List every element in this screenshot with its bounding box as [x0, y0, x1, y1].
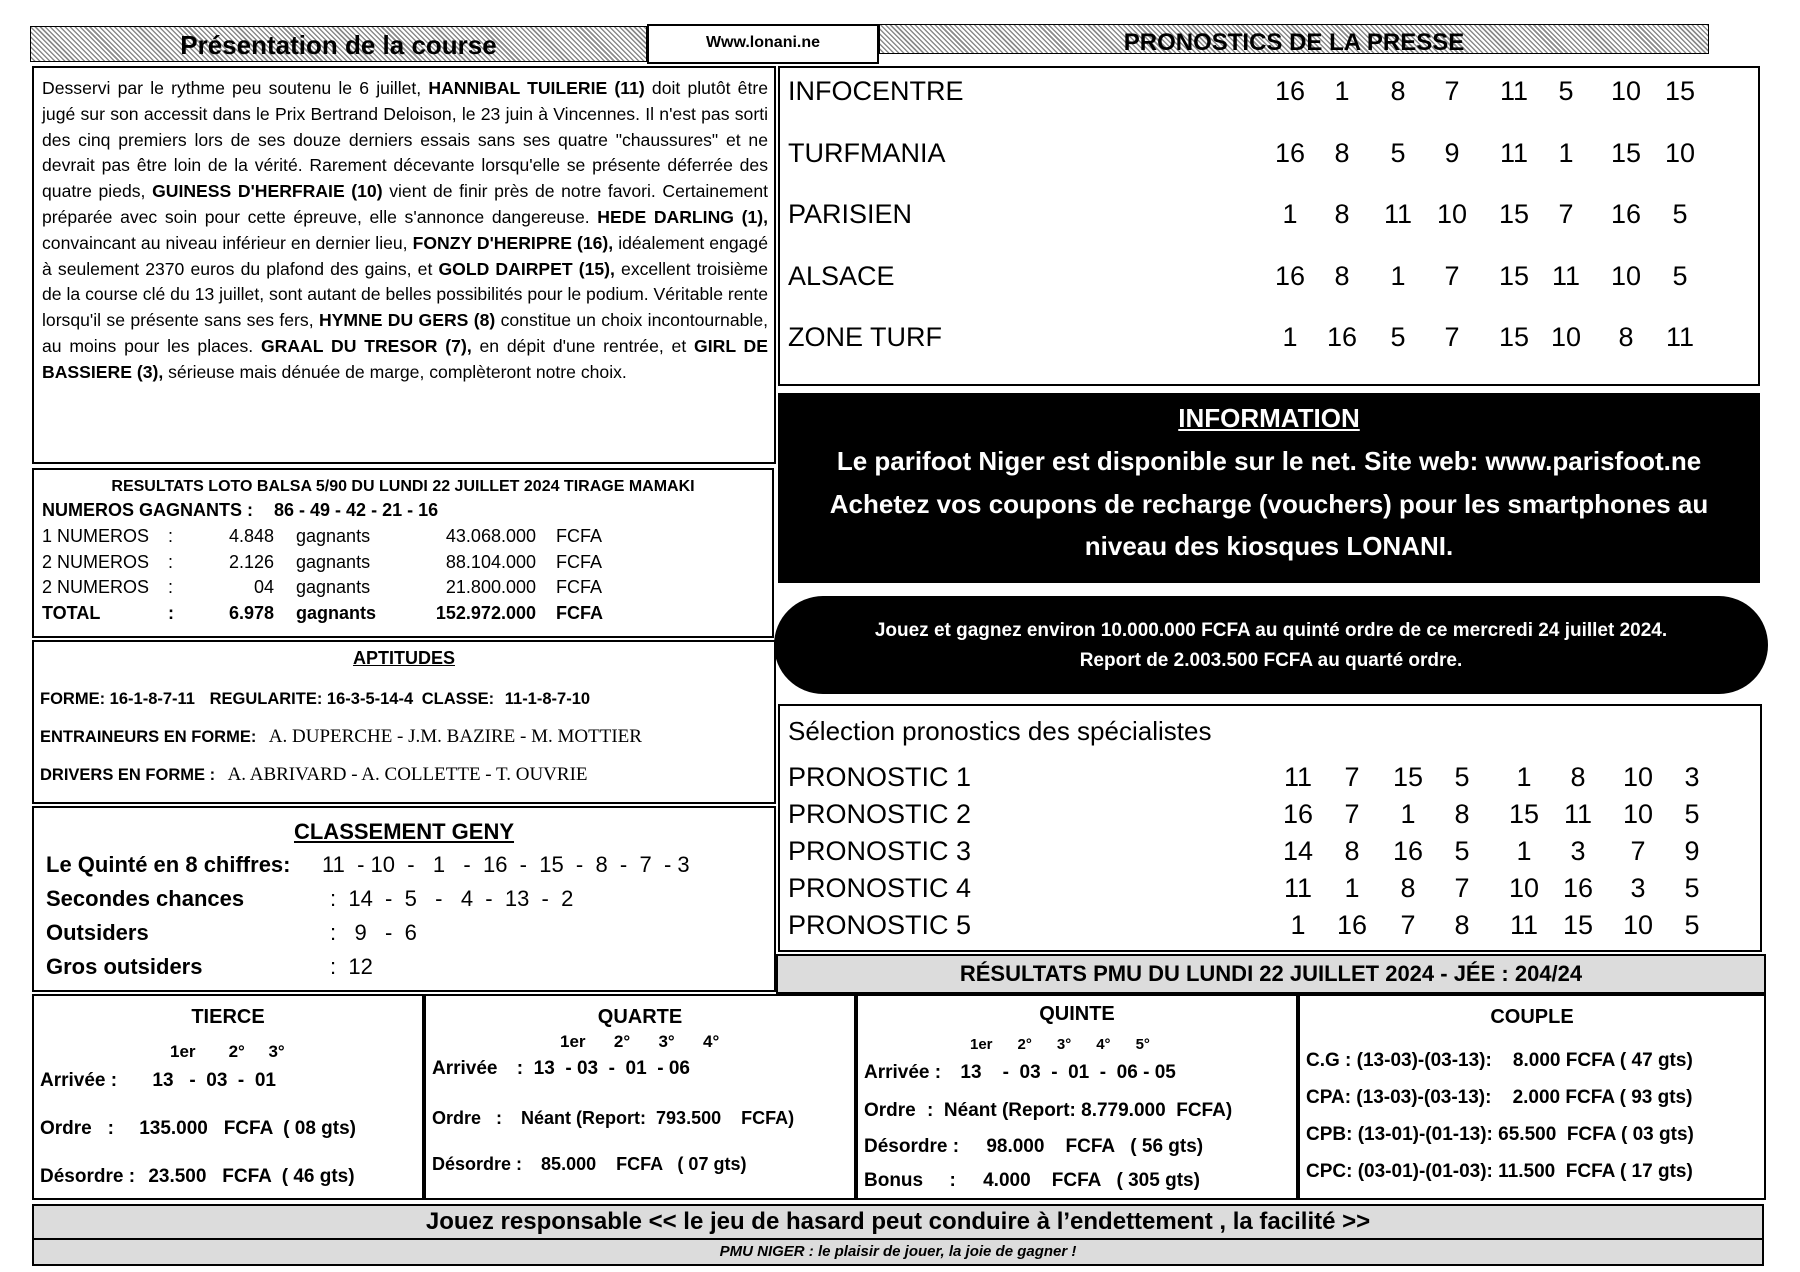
- specialist-number: 15: [1392, 762, 1424, 792]
- entraineurs-label: ENTRAINEURS EN FORME:: [40, 728, 257, 746]
- specialist-number: 16: [1392, 836, 1424, 866]
- quarte-title: QUARTE: [597, 1006, 683, 1028]
- press-number: 5: [1390, 137, 1406, 168]
- quinte-ordre-value: : Néant (Report: 8.779.000 FCFA): [927, 1100, 1233, 1121]
- loto-title: RESULTATS LOTO BALSA 5/90 DU LUNDI 22 JUILLET 2024 TIRAGE MAMAKI: [111, 478, 695, 495]
- presentation-title: Présentation de la course: [180, 30, 497, 60]
- geny-label: Gros outsiders: [46, 954, 203, 979]
- specialist-number: 10: [1622, 762, 1654, 792]
- couple-box: [1298, 994, 1766, 1200]
- press-number: 15: [1498, 260, 1530, 291]
- forme-value: 16-1-8-7-11: [109, 690, 195, 708]
- press-number: 8: [1390, 76, 1406, 106]
- specialist-number: 5: [1684, 799, 1700, 829]
- press-number: 7: [1444, 76, 1460, 106]
- specialist-row: [780, 834, 1760, 870]
- press-number: 15: [1498, 199, 1530, 229]
- jackpot-banner: [774, 596, 1768, 694]
- press-source: ALSACE: [788, 260, 895, 291]
- quinte-arrivee-value: 13 - 03 - 01 - 06 - 05: [960, 1062, 1176, 1083]
- tierce-box: [32, 994, 424, 1200]
- press-number: 1: [1334, 76, 1350, 106]
- loto-amount: 21.800.000: [445, 577, 536, 597]
- specialist-number: 3: [1684, 762, 1700, 792]
- presentation-paragraph: [42, 76, 768, 386]
- tierce-ordre-label: Ordre :: [40, 1118, 114, 1139]
- specialist-number: 8: [1400, 873, 1416, 903]
- information-title: INFORMATION: [1178, 403, 1360, 433]
- specialist-number: 11: [1509, 910, 1539, 940]
- specialist-number: 3: [1630, 873, 1646, 903]
- press-number: 1: [1558, 137, 1574, 168]
- aptitudes-forme-row: [40, 690, 590, 709]
- loto-currency: FCFA: [556, 602, 603, 623]
- press-source: ZONE TURF: [788, 322, 942, 352]
- specialist-number: 5: [1684, 910, 1700, 940]
- specialist-row: [780, 797, 1760, 833]
- loto-row: [34, 526, 772, 550]
- entraineurs-value: A. DUPERCHE - J.M. BAZIRE - M. MOTTIER: [268, 726, 642, 747]
- tierce-ordre-row: [40, 1118, 356, 1140]
- quarte-ordre-label: Ordre :: [432, 1108, 503, 1128]
- quarte-desordre-label: Désordre :: [432, 1154, 523, 1174]
- press-number: 15: [1664, 76, 1696, 106]
- press-number: 10: [1610, 76, 1642, 106]
- press-row: [780, 195, 1758, 235]
- loto-word: gagnants: [296, 526, 371, 546]
- press-number: 11: [1665, 322, 1695, 352]
- loto-count: 04: [253, 577, 274, 597]
- press-number: 10: [1436, 199, 1468, 229]
- loto-count: 2.126: [228, 551, 274, 572]
- tierce-desordre-row: [40, 1166, 355, 1188]
- loto-count: 4.848: [228, 526, 274, 546]
- regularite-value: 16-3-5-14-4: [326, 690, 414, 708]
- tierce-places: 1er 2° 3°: [170, 1042, 285, 1061]
- press-number: 11: [1551, 260, 1581, 291]
- specialist-number: 7: [1400, 910, 1416, 940]
- geny-value: : 14 - 5 - 4 - 13 - 2: [330, 886, 574, 911]
- horse-name: GIRL DE BASSIERE (3),: [42, 335, 768, 382]
- tierce-title: TIERCE: [191, 1006, 265, 1028]
- specialists-title: Sélection pronostics des spécialistes: [788, 716, 1212, 746]
- horse-name: HEDE DARLING (1),: [597, 206, 768, 227]
- specialists-box: [778, 704, 1762, 952]
- quinte-arrivee-label: Arrivée :: [864, 1062, 942, 1083]
- quinte-box: [856, 994, 1298, 1200]
- specialist-number: 11: [1563, 799, 1593, 829]
- specialist-number: 8: [1344, 836, 1360, 866]
- tierce-arrivee-row: [40, 1070, 276, 1092]
- jackpot-line1: Jouez et gagnez environ 10.000.000 FCFA au quinté ordre de ce mercredi 24 juillet 2024.: [874, 620, 1668, 641]
- press-number: 10: [1610, 260, 1642, 291]
- specialist-number: 15: [1562, 910, 1594, 940]
- quinte-arrivee-row: [864, 1062, 1176, 1084]
- horse-name: HANNIBAL TUILERIE (11): [428, 78, 645, 98]
- quarte-ordre-value: Néant (Report: 793.500 FCFA): [521, 1108, 795, 1128]
- horse-name: GOLD DAIRPET (15),: [438, 258, 615, 279]
- aptitudes-drivers-row: [40, 764, 588, 786]
- forme-label: FORME:: [40, 690, 106, 708]
- horse-name: FONZY D'HERIPRE (16),: [412, 232, 614, 253]
- press-row: [780, 72, 1758, 112]
- quinte-ordre-row: [864, 1100, 1232, 1122]
- geny-title: CLASSEMENT GENY: [293, 819, 515, 844]
- quarte-desordre-value: 85.000 FCFA ( 07 gts): [541, 1154, 747, 1174]
- press-row: [780, 257, 1758, 297]
- drivers-value: A. ABRIVARD - A. COLLETTE - T. OUVRIE: [227, 764, 588, 785]
- classe-value: 11-1-8-7-10: [504, 690, 591, 708]
- geny-value: 11 - 10 - 1 - 16 - 15 - 8 - 7 - 3: [322, 852, 690, 877]
- geny-value: : 12: [330, 954, 373, 979]
- quarte-desordre-row: [432, 1154, 746, 1175]
- tierce-arrivee-label: Arrivée :: [40, 1070, 118, 1091]
- press-number: 1: [1282, 322, 1298, 352]
- press-number: 7: [1444, 260, 1460, 291]
- loto-row: [34, 577, 772, 601]
- specialist-number: 10: [1508, 873, 1540, 903]
- press-number: 1: [1282, 199, 1298, 229]
- press-number: 11: [1499, 137, 1529, 168]
- specialist-number: 11: [1283, 762, 1313, 792]
- footer-line1: Jouez responsable << le jeu de hasard peut conduire à l’endettement , la facilité >>: [425, 1208, 1371, 1235]
- quinte-desordre-value: 98.000 FCFA ( 56 gts): [986, 1136, 1204, 1157]
- text-segment: excellent troisième de la course clé du 13 juillet, sont autant de belles possibilités pour le podium. Véritable rente lorsqu'il se présente sans ses fers,: [42, 258, 768, 331]
- loto-label: 2 NUMEROS: [42, 551, 150, 572]
- loto-word: gagnants: [296, 551, 371, 572]
- press-number: 11: [1499, 76, 1529, 106]
- loto-winning-numbers: 86 - 49 - 42 - 21 - 16: [274, 500, 439, 520]
- specialist-number: 10: [1622, 910, 1654, 940]
- specialist-label: PRONOSTIC 2: [788, 799, 972, 829]
- quarte-places: 1er 2° 3° 4°: [560, 1032, 720, 1051]
- press-number: 8: [1334, 137, 1350, 168]
- text-segment: sérieuse mais dénuée de marge, complèteront notre choix.: [163, 361, 627, 382]
- press-source: TURFMANIA: [788, 137, 946, 168]
- text-segment: idéalement engagé à seulement 2370 euros du plafond des gains, et: [42, 232, 768, 279]
- press-title: PRONOSTICS DE LA PRESSE: [1123, 29, 1465, 56]
- aptitudes-title: APTITUDES: [352, 648, 455, 668]
- drivers-label: DRIVERS EN FORME :: [40, 766, 216, 784]
- specialist-number: 1: [1516, 836, 1532, 866]
- couple-row: C.G : (13-03)-(03-13): 8.000 FCFA ( 47 gts): [1306, 1050, 1693, 1071]
- press-number: 9: [1444, 137, 1460, 168]
- loto-currency: FCFA: [556, 577, 603, 597]
- specialist-number: 7: [1344, 799, 1360, 829]
- press-number: 16: [1274, 137, 1306, 168]
- couple-row: CPA: (13-03)-(03-13): 2.000 FCFA ( 93 gts): [1306, 1087, 1693, 1108]
- loto-row: [34, 603, 772, 627]
- specialist-number: 7: [1454, 873, 1470, 903]
- presentation-text: [42, 76, 768, 386]
- footer-line2: PMU NIGER : le plaisir de jouer, la joie de gagner !: [719, 1243, 1077, 1260]
- aptitudes-entraineurs-row: [40, 726, 642, 748]
- specialist-number: 9: [1684, 836, 1700, 866]
- loto-amount: 152.972.000: [435, 602, 536, 623]
- loto-amount: 88.104.000: [445, 551, 536, 572]
- loto-winning: [42, 500, 438, 521]
- loto-currency: FCFA: [556, 526, 603, 546]
- press-number: 7: [1558, 199, 1574, 229]
- loto-winning-label: NUMEROS GAGNANTS :: [42, 500, 253, 520]
- tierce-ordre-value: 135.000 FCFA ( 08 gts): [139, 1118, 357, 1139]
- information-line1: Le parifoot Niger est disponible sur le net. Site web: www.parisfoot.ne: [836, 446, 1702, 476]
- footer-slogan: [32, 1240, 1764, 1266]
- loto-colon: :: [168, 526, 174, 546]
- horse-name: GRAAL DU TRESOR (7),: [260, 335, 472, 356]
- press-box: [778, 66, 1760, 386]
- specialist-number: 16: [1282, 799, 1314, 829]
- quinte-ordre-label: Ordre: [864, 1100, 916, 1121]
- regularite-label: REGULARITE:: [209, 690, 323, 708]
- specialist-number: 8: [1570, 762, 1586, 792]
- press-number: 10: [1550, 322, 1582, 352]
- geny-value: : 9 - 6: [330, 920, 417, 945]
- press-number: 7: [1444, 322, 1460, 352]
- jackpot-line2: Report de 2.003.500 FCFA au quarté ordre.: [1079, 650, 1463, 671]
- specialist-row: [780, 871, 1760, 907]
- geny-row: [34, 886, 774, 916]
- press-number: 15: [1498, 322, 1530, 352]
- tierce-desordre-label: Désordre :: [40, 1166, 136, 1187]
- loto-amount: 43.068.000: [445, 526, 536, 546]
- specialist-number: 8: [1454, 910, 1470, 940]
- loto-row: [34, 552, 772, 576]
- press-number: 16: [1326, 322, 1358, 352]
- horse-name: HYMNE DU GERS (8): [318, 310, 496, 331]
- specialist-row: [780, 908, 1760, 944]
- specialist-number: 5: [1454, 836, 1470, 866]
- couple-title: COUPLE: [1490, 1006, 1574, 1028]
- press-number: 15: [1610, 137, 1642, 168]
- loto-label: 1 NUMEROS: [42, 526, 150, 546]
- quarte-box: [424, 994, 856, 1200]
- pmu-results-title: RÉSULTATS PMU DU LUNDI 22 JUILLET 2024 - JÉE : 204/24: [959, 961, 1583, 986]
- press-number: 16: [1610, 199, 1642, 229]
- quarte-arrivee-value: : 13 - 03 - 01 - 06: [516, 1058, 690, 1079]
- quarte-ordre-row: [432, 1108, 794, 1129]
- specialist-number: 10: [1622, 799, 1654, 829]
- press-row: [780, 318, 1758, 358]
- site-label-box: [647, 24, 879, 64]
- specialist-number: 15: [1508, 799, 1540, 829]
- loto-label: 2 NUMEROS: [42, 577, 150, 597]
- press-number: 8: [1334, 260, 1350, 291]
- specialist-number: 1: [1516, 762, 1532, 792]
- specialist-label: PRONOSTIC 4: [788, 873, 972, 903]
- loto-label: TOTAL: [42, 602, 101, 623]
- site-label: Www.lonani.ne: [705, 34, 821, 51]
- press-source: INFOCENTRE: [788, 76, 964, 106]
- quinte-bonus-row: [864, 1170, 1200, 1192]
- loto-count: 6.978: [228, 602, 274, 623]
- loto-box: [32, 468, 774, 638]
- horse-name: GUINESS D'HERFRAIE (10): [152, 181, 383, 202]
- specialist-number: 16: [1562, 873, 1594, 903]
- footer-responsible: [32, 1204, 1764, 1240]
- press-number: 5: [1390, 322, 1406, 352]
- aptitudes-box: [32, 640, 776, 804]
- loto-colon: :: [168, 602, 174, 623]
- specialist-number: 14: [1282, 836, 1314, 866]
- press-number: 5: [1672, 260, 1688, 291]
- press-number: 16: [1274, 76, 1306, 106]
- text-segment: en dépit d'une rentrée, et: [471, 335, 695, 356]
- specialist-number: 3: [1570, 836, 1586, 866]
- geny-label: Secondes chances: [46, 886, 245, 911]
- information-line3: niveau des kiosques LONANI.: [1084, 531, 1454, 561]
- press-number: 10: [1664, 137, 1696, 168]
- text-segment: doit plutôt être jugé sur son accessit dans le Prix Bertrand Deloison, le 23 juin à Vincennes. Il n'est pas sorti des cinq premiers lors de ses douze derniers essais sans ses quatre "chaussures" et ne devrait pas être loin de la vérité. Rarement décevante lorsqu'elle se présente déferrée des quatre pieds,: [42, 78, 768, 202]
- loto-currency: FCFA: [556, 551, 603, 572]
- specialist-number: 1: [1290, 910, 1306, 940]
- loto-colon: :: [168, 577, 174, 597]
- press-number: 8: [1334, 199, 1350, 229]
- quinte-title: QUINTE: [1039, 1003, 1115, 1025]
- specialist-label: PRONOSTIC 5: [788, 910, 972, 940]
- press-number: 11: [1383, 199, 1413, 229]
- specialist-number: 1: [1344, 873, 1360, 903]
- quinte-bonus-value: 4.000 FCFA ( 305 gts): [983, 1170, 1200, 1191]
- quinte-bonus-label: Bonus :: [864, 1170, 956, 1191]
- information-line2: Achetez vos coupons de recharge (vouchers) pour les smartphones au: [829, 489, 1709, 519]
- text-segment: constitue un choix incontournable, au moins pour les places.: [42, 310, 768, 356]
- specialist-number: 5: [1684, 873, 1700, 903]
- specialist-number: 7: [1344, 762, 1360, 792]
- press-number: 5: [1558, 76, 1574, 106]
- couple-row: CPB: (13-01)-(01-13): 65.500 FCFA ( 03 gts): [1306, 1124, 1694, 1145]
- specialist-number: 11: [1283, 873, 1313, 903]
- quinte-desordre-label: Désordre :: [864, 1136, 960, 1157]
- press-row: [780, 134, 1758, 174]
- quinte-desordre-row: [864, 1136, 1203, 1158]
- geny-box: [32, 806, 776, 992]
- quarte-arrivee-row: [432, 1058, 690, 1080]
- specialist-number: 7: [1630, 836, 1646, 866]
- press-source: PARISIEN: [788, 199, 913, 229]
- press-number: 16: [1274, 260, 1306, 291]
- text-segment: convaincant au niveau inférieur en dernier lieu,: [42, 232, 413, 253]
- quarte-arrivee-label: Arrivée: [432, 1058, 498, 1079]
- tierce-desordre-value: 23.500 FCFA ( 46 gts): [148, 1166, 355, 1187]
- specialist-label: PRONOSTIC 3: [788, 836, 972, 866]
- geny-row: [34, 954, 774, 984]
- quinte-places: 1er 2° 3° 4° 5°: [970, 1036, 1150, 1053]
- press-number: 5: [1672, 199, 1688, 229]
- press-number: 1: [1390, 260, 1406, 291]
- specialist-number: 1: [1400, 799, 1416, 829]
- press-number: 8: [1618, 322, 1634, 352]
- loto-word: gagnants: [296, 577, 371, 597]
- geny-row: [34, 920, 774, 950]
- specialist-number: 5: [1454, 762, 1470, 792]
- specialist-number: 8: [1454, 799, 1470, 829]
- classe-label: CLASSE:: [421, 690, 495, 708]
- press-header: [879, 24, 1709, 54]
- couple-row: CPC: (03-01)-(01-03): 11.500 FCFA ( 17 gts): [1306, 1161, 1693, 1182]
- information-box: [778, 393, 1760, 583]
- loto-word: gagnants: [296, 602, 377, 623]
- specialist-label: PRONOSTIC 1: [788, 762, 972, 792]
- specialist-row: [780, 760, 1760, 796]
- text-segment: vient de finir près de notre favori. Certainement préparée avec soin pour cette épreuve, elle s'annonce dangereuse.: [42, 181, 768, 227]
- geny-row: [34, 852, 774, 882]
- presentation-header: [30, 26, 647, 62]
- pmu-results-header: [776, 954, 1766, 994]
- text-segment: Desservi par le rythme peu soutenu le 6 juillet,: [42, 78, 429, 98]
- loto-colon: :: [168, 551, 174, 572]
- geny-label: Le Quinté en 8 chiffres:: [46, 852, 291, 877]
- tierce-arrivee-value: 13 - 03 - 01: [152, 1070, 276, 1091]
- presentation-box: [32, 66, 776, 464]
- specialist-number: 16: [1336, 910, 1368, 940]
- geny-label: Outsiders: [46, 920, 149, 945]
